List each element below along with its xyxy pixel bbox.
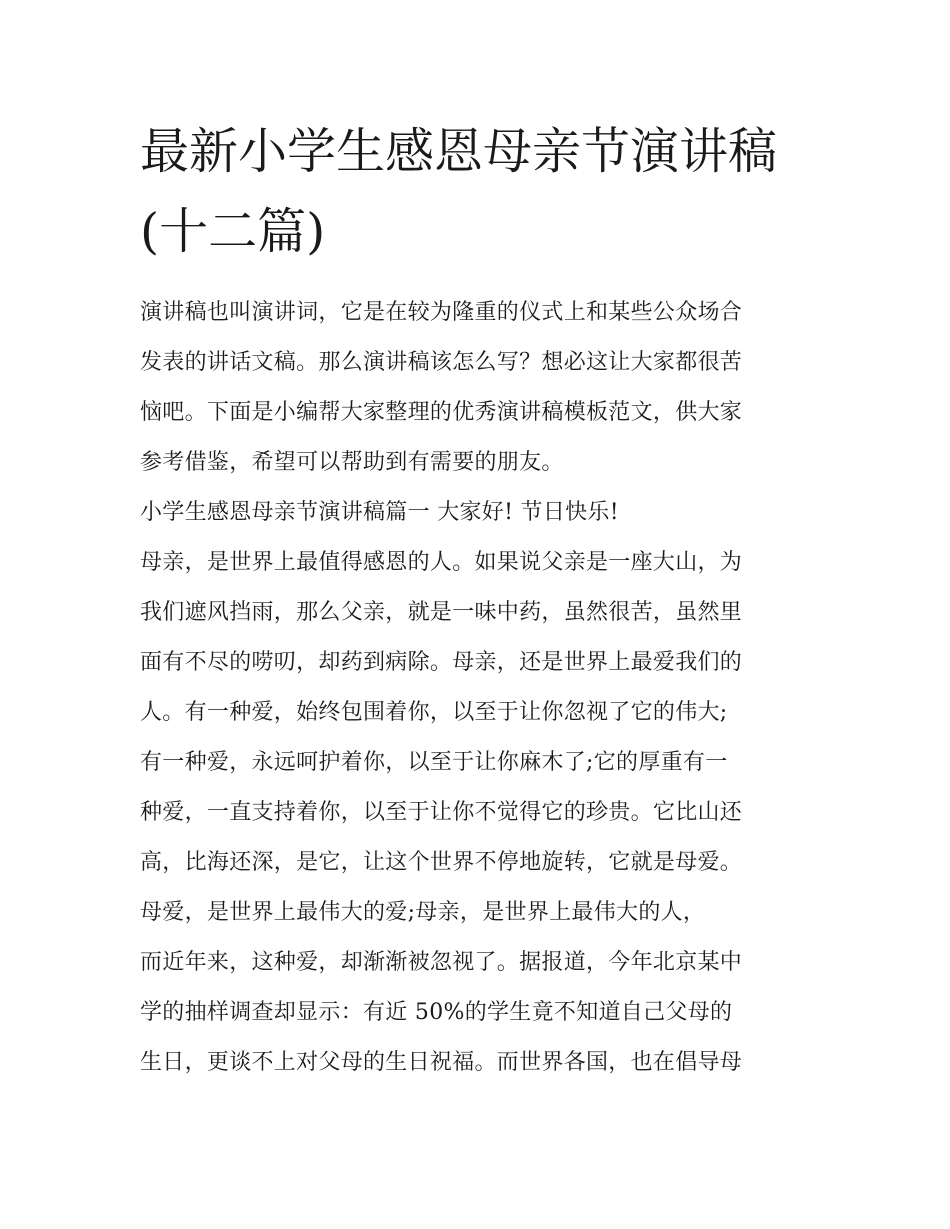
body-line: 种爱，一直支持着你，以至于让你不觉得它的珍贵。它比山还 (140, 800, 743, 825)
body-line: 高，比海还深，是它，让这个世界不停地旋转，它就是母爱。 (140, 850, 743, 875)
body-line: 母爱，是世界上最伟大的爱;母亲，是世界上最伟大的人， (140, 900, 706, 925)
document-title (140, 112, 815, 272)
body-line: 发表的讲话文稿。那么演讲稿该怎么写？想必这让大家都很苦 (140, 350, 743, 375)
body-line: 生日，更谈不上对父母的生日祝福。而世界各国，也在倡导母 (140, 1050, 743, 1075)
title-line-1: 最新小学生感恩母亲节演讲稿 (140, 123, 778, 180)
body-line: 而近年来，这种爱，却渐渐被忽视了。据报道，今年北京某中 (140, 950, 743, 975)
body-line: 面有不尽的唠叨，却药到病除。母亲，还是世界上最爱我们的 (140, 650, 743, 675)
body-line: 我们遮风挡雨，那么父亲，就是一味中药，虽然很苦，虽然里 (140, 600, 743, 625)
body-line: 恼吧。下面是小编帮大家整理的优秀演讲稿模板范文，供大家 (140, 400, 743, 425)
document-page (140, 112, 815, 1088)
body-line: 演讲稿也叫演讲词，它是在较为隆重的仪式上和某些公众场合 (140, 300, 743, 325)
body-line: 学的抽样调查却显示：有近 50%的学生竟不知道自己父母的 (140, 1000, 733, 1025)
document-body (140, 288, 815, 1088)
body-line: 参考借鉴，希望可以帮助到有需要的朋友。 (140, 450, 564, 475)
body-line: 母亲，是世界上最值得感恩的人。如果说父亲是一座大山，为 (140, 550, 743, 575)
body-line: 有一种爱，永远呵护着你，以至于让你麻木了;它的厚重有一 (140, 750, 728, 775)
section-heading-line: 小学生感恩母亲节演讲稿篇一 大家好! 节日快乐! (140, 500, 619, 525)
body-line: 人。有一种爱，始终包围着你，以至于让你忽视了它的伟大; (140, 700, 728, 725)
title-line-2: (十二篇) (140, 203, 326, 260)
